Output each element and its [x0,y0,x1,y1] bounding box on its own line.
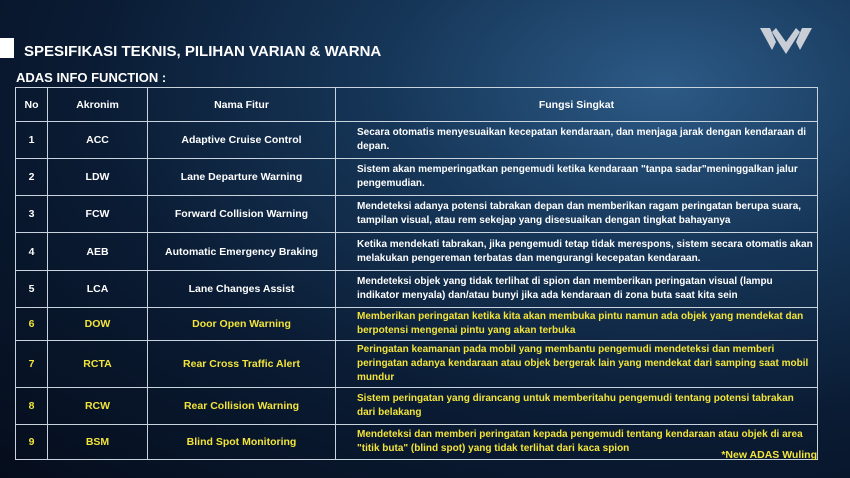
footnote: *New ADAS Wuling [721,449,817,461]
cell-no: 3 [16,196,48,233]
cell-acronym: ACC [48,122,148,159]
cell-feature-name: Lane Changes Assist [148,271,336,308]
cell-no: 2 [16,159,48,196]
cell-feature-name: Adaptive Cruise Control [148,122,336,159]
cell-function: Sistem akan memperingatkan pengemudi ketika kendaraan "tanpa sadar"meninggalkan jalur pengemudian. [336,159,818,196]
cell-no: 6 [16,308,48,341]
cell-function: Sistem peringatan yang dirancang untuk memberitahu pengemudi tentang potensi tabrakan dari belakang [336,388,818,425]
cell-feature-name: Blind Spot Monitoring [148,425,336,460]
adas-function-table [15,87,818,460]
cell-no: 4 [16,233,48,271]
cell-function: Mendeteksi adanya potensi tabrakan depan dan memberikan ragam peringatan berupa suara, tampilan visual, atau rem sekejap yang disesuaikan dengan tingkat bahayanya [336,196,818,233]
cell-no: 7 [16,341,48,388]
table-row [16,233,818,271]
cell-feature-name: Lane Departure Warning [148,159,336,196]
wuling-logo-icon [760,26,812,56]
cell-feature-name: Door Open Warning [148,308,336,341]
cell-no: 9 [16,425,48,460]
table-row [16,122,818,159]
cell-function: Mendeteksi objek yang tidak terlihat di spion dan memberikan peringatan visual (lampu indikator menyala) dan/atau bunyi jika ada kendaraan di zona buta saat kita sein [336,271,818,308]
cell-function: Secara otomatis menyesuaikan kecepatan kendaraan, dan menjaga jarak dengan kendaraan di depan. [336,122,818,159]
cell-feature-name: Forward Collision Warning [148,196,336,233]
page-title: SPESIFIKASI TEKNIS, PILIHAN VARIAN & WARNA [24,43,382,60]
table-row [16,308,818,341]
table-row [16,196,818,233]
cell-function: Peringatan keamanan pada mobil yang membantu pengemudi mendeteksi dan memberi peringatan adanya kendaraan atau objek bergerak lain yang mendekat dari samping saat mobil mundur [336,341,818,388]
cell-acronym: LDW [48,159,148,196]
cell-function: Memberikan peringatan ketika kita akan membuka pintu namun ada objek yang mendekat dan berpotensi mengenai pintu yang akan terbuka [336,308,818,341]
cell-function: Ketika mendekati tabrakan, jika pengemudi tetap tidak merespons, sistem secara otomatis akan melakukan pengereman terbatas dan mengurangi kecepatan kendaraan. [336,233,818,271]
cell-no: 8 [16,388,48,425]
cell-acronym: BSM [48,425,148,460]
cell-feature-name: Automatic Emergency Braking [148,233,336,271]
cell-acronym: RCW [48,388,148,425]
cell-function: Mendeteksi dan memberi peringatan kepada pengemudi tentang kendaraan atau objek di area "titik buta" (blind spot) yang tidak terlihat dari kaca spion [336,425,818,460]
cell-feature-name: Rear Cross Traffic Alert [148,341,336,388]
section-subtitle: ADAS INFO FUNCTION : [16,70,167,85]
header-acronym: Akronim [48,88,148,122]
header-feature-name: Nama Fitur [148,88,336,122]
cell-acronym: RCTA [48,341,148,388]
table-row [16,425,818,460]
table-row [16,159,818,196]
cell-no: 5 [16,271,48,308]
header-no: No [16,88,48,122]
table-header-row [16,88,818,122]
title-accent-bar [0,38,14,58]
cell-feature-name: Rear Collision Warning [148,388,336,425]
cell-acronym: DOW [48,308,148,341]
cell-acronym: AEB [48,233,148,271]
cell-acronym: LCA [48,271,148,308]
table-row [16,388,818,425]
header-function: Fungsi Singkat [336,88,818,122]
table-row [16,271,818,308]
table-row [16,341,818,388]
cell-acronym: FCW [48,196,148,233]
cell-no: 1 [16,122,48,159]
